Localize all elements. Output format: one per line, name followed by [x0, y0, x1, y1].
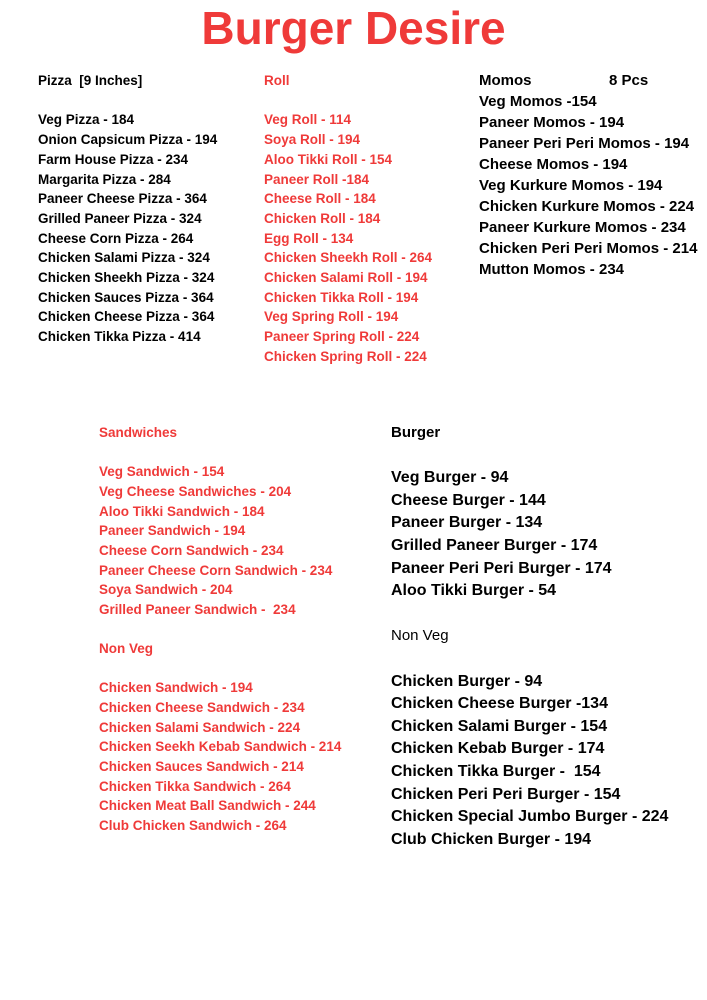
- pizza-section: [38, 71, 217, 347]
- menu-item: Veg Spring Roll - 194: [264, 309, 399, 325]
- menu-item: Chicken Cheese Sandwich - 234: [99, 700, 305, 716]
- menu-item: Grilled Paneer Pizza - 324: [38, 210, 202, 226]
- menu-item: Chicken Sheekh Pizza - 324: [38, 270, 215, 286]
- menu-item: Chicken Salami Sandwich - 224: [99, 719, 301, 735]
- menu-item: Chicken Salami Burger - 154: [391, 717, 608, 735]
- menu-item: Chicken Meat Ball Sandwich - 244: [99, 798, 316, 814]
- menu-item: Chicken Sandwich - 194: [99, 680, 253, 696]
- menu-item: Paneer Peri Peri Burger - 174: [391, 559, 612, 577]
- menu-item: Chicken Peri Peri Burger - 154: [391, 785, 621, 803]
- menu-item: Chicken Kurkure Momos - 224: [479, 198, 695, 215]
- sandwiches-nonveg-heading: Non Veg: [99, 641, 154, 657]
- roll-heading: Roll: [264, 73, 290, 88]
- menu-item: Chicken Cheese Burger -134: [391, 695, 608, 713]
- menu-item: Club Chicken Sandwich - 264: [99, 818, 287, 834]
- menu-item: Margarita Pizza - 284: [38, 171, 171, 187]
- menu-item: Cheese Burger - 144: [391, 491, 546, 509]
- menu-item: Chicken Sheekh Roll - 264: [264, 250, 433, 266]
- burger-section: [391, 422, 668, 851]
- menu-item: Grilled Paneer Burger - 174: [391, 536, 598, 554]
- menu-item: Aloo Tikki Roll - 154: [264, 151, 393, 167]
- menu-item: Veg Pizza - 184: [38, 112, 135, 128]
- menu-item: Cheese Momos - 194: [479, 156, 628, 173]
- spacer: [99, 443, 341, 463]
- menu-item: Chicken Burger - 94: [391, 672, 543, 690]
- menu-item: Onion Capsicum Pizza - 194: [38, 132, 218, 148]
- menu-item: Paneer Burger - 134: [391, 514, 543, 532]
- menu-item: Chicken Peri Peri Momos - 214: [479, 240, 698, 257]
- menu-item: Chicken Tikka Burger - 154: [391, 762, 601, 780]
- menu-item: Chicken Sauces Sandwich - 214: [99, 759, 304, 775]
- menu-item: Paneer Cheese Corn Sandwich - 234: [99, 562, 333, 578]
- menu-item: Egg Roll - 134: [264, 230, 354, 246]
- menu-item: Chicken Tikka Sandwich - 264: [99, 778, 291, 794]
- menu-item: Chicken Seekh Kebab Sandwich - 214: [99, 739, 342, 755]
- menu-item: Aloo Tikki Burger - 54: [391, 582, 557, 600]
- menu-item: Club Chicken Burger - 194: [391, 830, 592, 848]
- menu-item: Cheese Corn Sandwich - 234: [99, 542, 284, 558]
- menu-item: Chicken Salami Roll - 194: [264, 270, 428, 286]
- menu-item: Mutton Momos - 234: [479, 261, 624, 278]
- menu-item: Farm House Pizza - 234: [38, 151, 189, 167]
- menu-item: Chicken Tikka Pizza - 414: [38, 329, 201, 345]
- menu-item: Veg Cheese Sandwiches - 204: [99, 483, 292, 499]
- menu-item: Chicken Special Jumbo Burger - 224: [391, 808, 669, 826]
- menu-item: Veg Roll - 114: [264, 112, 352, 128]
- menu-item: Chicken Kebab Burger - 174: [391, 740, 605, 758]
- spacer: [38, 91, 217, 111]
- menu-item: Paneer Roll -184: [264, 171, 370, 187]
- spacer: [264, 91, 432, 111]
- menu-item: Grilled Paneer Sandwich - 234: [99, 601, 296, 617]
- spacer: [99, 620, 341, 640]
- spacer: [99, 659, 341, 679]
- menu-item: Chicken Spring Roll - 224: [264, 348, 427, 364]
- burger-heading: Burger: [391, 424, 441, 441]
- momos-pieces: 8 Pcs: [609, 72, 649, 89]
- menu-item: Cheese Roll - 184: [264, 191, 376, 207]
- momos-section: [479, 70, 697, 280]
- menu-item: Chicken Tikka Roll - 194: [264, 289, 419, 305]
- menu-item: Chicken Roll - 184: [264, 210, 381, 226]
- menu-item: Paneer Momos - 194: [479, 114, 625, 131]
- menu-item: Soya Roll - 194: [264, 132, 361, 148]
- menu-item: Paneer Peri Peri Momos - 194: [479, 135, 690, 152]
- spacer: [391, 445, 668, 468]
- menu-item: Paneer Spring Roll - 224: [264, 329, 420, 345]
- menu-item: Chicken Salami Pizza - 324: [38, 250, 210, 266]
- sandwiches-heading: Sandwiches: [99, 425, 178, 440]
- menu-item: Paneer Sandwich - 194: [99, 523, 246, 539]
- menu-item: Chicken Sauces Pizza - 364: [38, 289, 214, 305]
- spacer: [391, 648, 668, 671]
- menu-item: Cheese Corn Pizza - 264: [38, 230, 194, 246]
- menu-title: Burger Desire: [201, 2, 506, 54]
- menu-item: Chicken Cheese Pizza - 364: [38, 309, 215, 325]
- menu-item: Veg Momos -154: [479, 93, 597, 110]
- roll-section: [264, 71, 432, 367]
- burger-nonveg-heading: Non Veg: [391, 627, 449, 645]
- menu-item: Paneer Kurkure Momos - 234: [479, 219, 686, 236]
- menu-item: Paneer Cheese Pizza - 364: [38, 191, 207, 207]
- menu-item: Veg Kurkure Momos - 194: [479, 177, 663, 194]
- menu-item: Veg Burger - 94: [391, 469, 509, 487]
- pizza-heading: Pizza [9 Inches]: [38, 73, 143, 88]
- momos-heading-row: [479, 70, 697, 91]
- momos-heading: Momos: [479, 72, 532, 89]
- menu-item: Aloo Tikki Sandwich - 184: [99, 503, 265, 519]
- menu-item: Soya Sandwich - 204: [99, 582, 233, 598]
- spacer: [391, 603, 668, 626]
- sandwiches-section: [99, 423, 341, 836]
- menu-item: Veg Sandwich - 154: [99, 464, 225, 480]
